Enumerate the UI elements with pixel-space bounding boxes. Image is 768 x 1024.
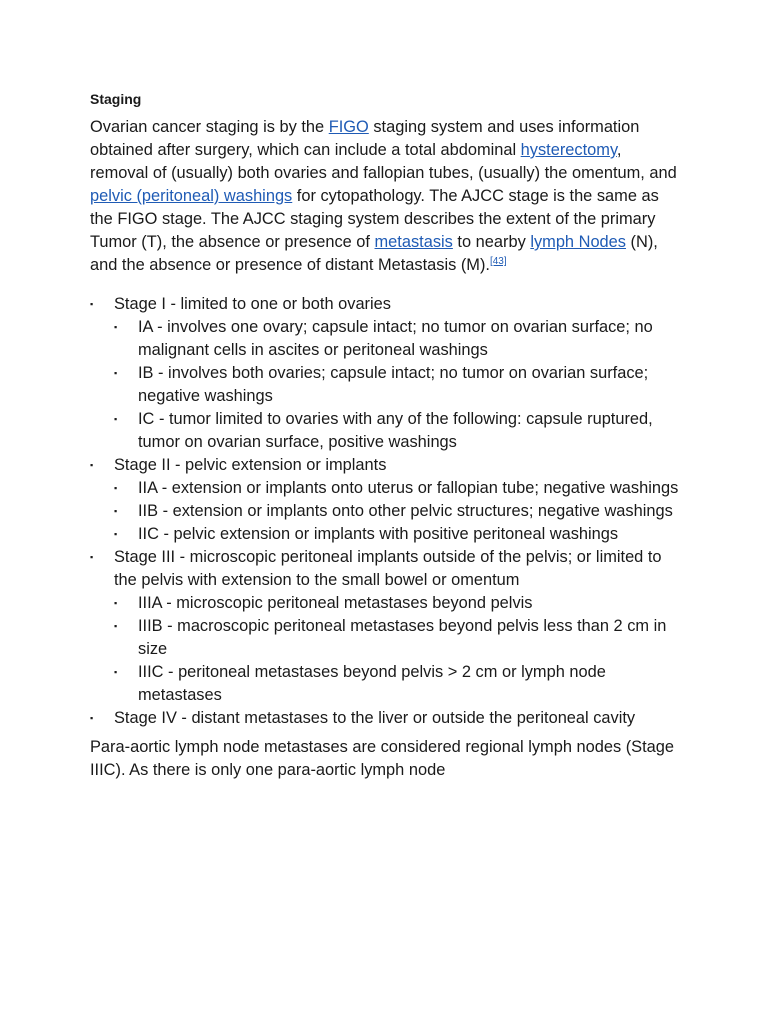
bullet-icon: ▪ (114, 598, 118, 608)
reference-43-link[interactable]: [43] (489, 256, 507, 267)
substage-item (114, 615, 680, 661)
substage-item (114, 316, 680, 362)
substage-item (114, 477, 680, 500)
substage-text: IC - tumor limited to ovaries with any of the following: capsule ruptured, tumor on ovarian surface, positive washings (138, 410, 653, 451)
section-heading: Staging (90, 91, 142, 107)
substage-text: IIA - extension or implants onto uterus or fallopian tube; negative washings (138, 479, 679, 497)
stage-label: Stage IV - distant metastases to the liver or outside the peritoneal cavity (114, 709, 636, 727)
substage-text: IIIB - macroscopic peritoneal metastases beyond pelvis less than 2 cm in size (138, 617, 667, 658)
substage-item (114, 661, 680, 707)
bullet-icon: ▪ (114, 322, 118, 332)
intro-paragraph (90, 116, 680, 277)
substage-text: IIIA - microscopic peritoneal metastases beyond pelvis (138, 594, 533, 612)
stage-item (90, 546, 680, 707)
substage-text: IA - involves one ovary; capsule intact; no tumor on ovarian surface; no malignant cells in ascites or peritoneal washings (138, 318, 653, 359)
document-page (90, 88, 680, 782)
bullet-icon: ▪ (114, 667, 118, 677)
substage-item (114, 523, 680, 546)
substage-text: IIC - pelvic extension or implants with positive peritoneal washings (138, 525, 619, 543)
hysterectomy-link[interactable]: hysterectomy (520, 141, 617, 159)
stage-list (90, 293, 680, 730)
intro-text-4: for cytopathology. The AJCC stage is the same as the FIGO stage. The AJCC staging system describes the extent of the primary Tumor (T), the absence or presence of (90, 187, 659, 251)
bullet-icon: ▪ (114, 483, 118, 493)
bullet-icon: ▪ (114, 414, 118, 424)
lymph-nodes-link[interactable]: lymph Nodes (530, 233, 626, 251)
stage-label: Stage I - limited to one or both ovaries (114, 295, 391, 313)
pelvic-washings-link[interactable]: pelvic (peritoneal) washings (90, 187, 293, 205)
figo-link[interactable]: FIGO (328, 118, 369, 136)
bullet-icon: ▪ (90, 713, 94, 723)
intro-text-5: to nearby (452, 233, 531, 251)
bullet-icon: ▪ (114, 368, 118, 378)
substage-item (114, 408, 680, 454)
intro-text-3: , removal of (usually) both ovaries and fallopian tubes, (usually) the omentum, and (90, 141, 677, 182)
stage-item (90, 707, 680, 730)
bullet-icon: ▪ (114, 506, 118, 516)
stage-label: Stage III - microscopic peritoneal implants outside of the pelvis; or limited to the pelvis with extension to the small bowel or omentum (114, 548, 662, 589)
substage-item (114, 592, 680, 615)
bullet-icon: ▪ (90, 299, 94, 309)
substage-item (114, 500, 680, 523)
substage-text: IIIC - peritoneal metastases beyond pelvis > 2 cm or lymph node metastases (138, 663, 606, 704)
stage-item (90, 454, 680, 546)
metastasis-link[interactable]: metastasis (374, 233, 453, 251)
substage-list (114, 477, 680, 546)
substage-text: IB - involves both ovaries; capsule intact; no tumor on ovarian surface; negative washings (138, 364, 649, 405)
bullet-icon: ▪ (114, 621, 118, 631)
substage-list (114, 592, 680, 707)
bullet-icon: ▪ (90, 460, 94, 470)
bullet-icon: ▪ (90, 552, 94, 562)
intro-text-6: (N), and the absence or presence of distant Metastasis (M). (90, 233, 658, 274)
stage-item (90, 293, 680, 454)
bullet-icon: ▪ (114, 529, 118, 539)
stage-label: Stage II - pelvic extension or implants (114, 456, 387, 474)
substage-list (114, 316, 680, 454)
intro-text-1: Ovarian cancer staging is by the (90, 118, 329, 136)
intro-text-2: staging system and uses information obtained after surgery, which can include a total abdominal (90, 118, 640, 159)
substage-text: IIB - extension or implants onto other pelvic structures; negative washings (138, 502, 673, 520)
substage-item (114, 362, 680, 408)
closing-paragraph: Para-aortic lymph node metastases are considered regional lymph nodes (Stage IIIC). As there is only one para-aortic lymph node (90, 738, 675, 779)
